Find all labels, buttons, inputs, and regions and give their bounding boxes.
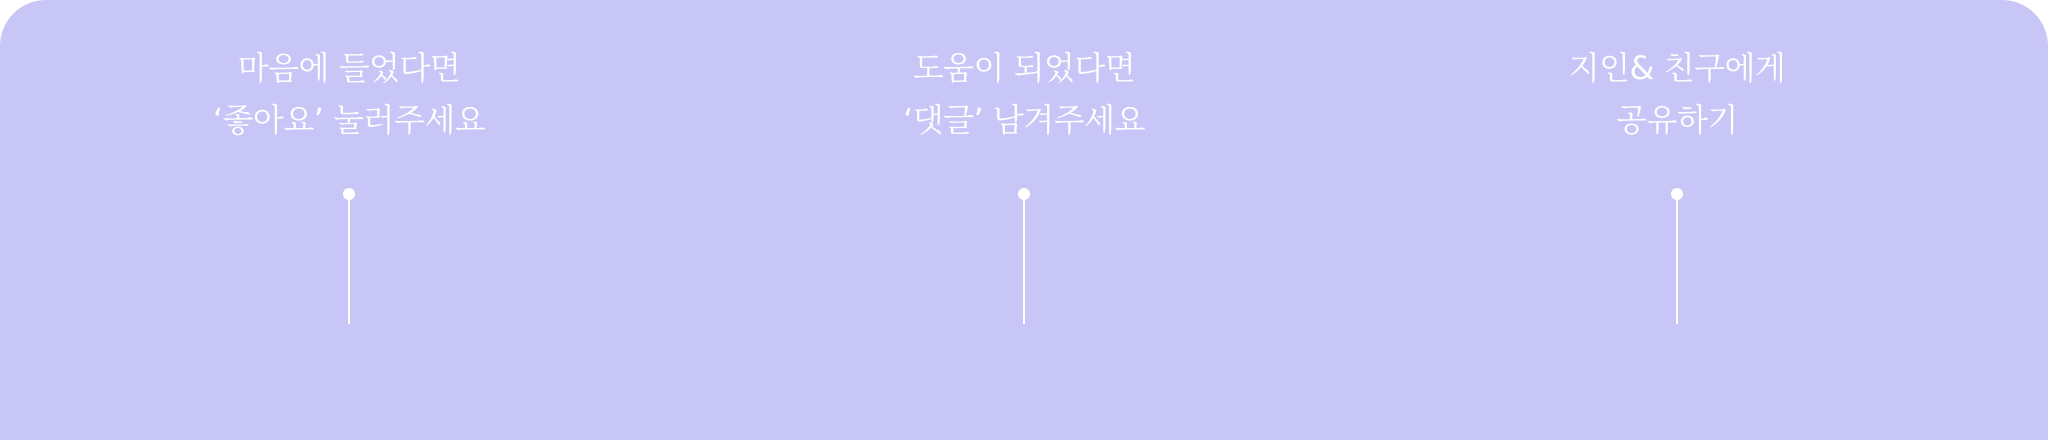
like-pointer bbox=[343, 188, 355, 324]
comment-prompt-line-2: ‘댓글’ 남겨주세요 bbox=[903, 101, 1145, 139]
share-prompt-line-1: 지인& 친구에게 bbox=[1568, 49, 1786, 87]
pointer-line bbox=[1676, 200, 1678, 324]
like-prompt bbox=[139, 42, 559, 324]
like-prompt-text bbox=[213, 42, 485, 146]
pointer-line bbox=[1023, 200, 1025, 324]
share-prompt-line-2: 공유하기 bbox=[1616, 101, 1738, 139]
like-prompt-line-2: ‘좋아요’ 눌러주세요 bbox=[212, 101, 486, 139]
pointer-dot bbox=[1018, 188, 1030, 200]
share-pointer bbox=[1671, 188, 1683, 324]
share-prompt-text bbox=[1569, 42, 1786, 146]
pointer-dot bbox=[343, 188, 355, 200]
pointer-line bbox=[348, 200, 350, 324]
share-prompt bbox=[1467, 42, 1887, 324]
comment-prompt bbox=[814, 42, 1234, 324]
comment-prompt-text bbox=[903, 42, 1145, 146]
like-prompt-line-1: 마음에 들었다면 bbox=[237, 49, 461, 87]
comment-prompt-line-1: 도움이 되었다면 bbox=[912, 49, 1136, 87]
comment-pointer bbox=[1018, 188, 1030, 324]
pointer-dot bbox=[1671, 188, 1683, 200]
